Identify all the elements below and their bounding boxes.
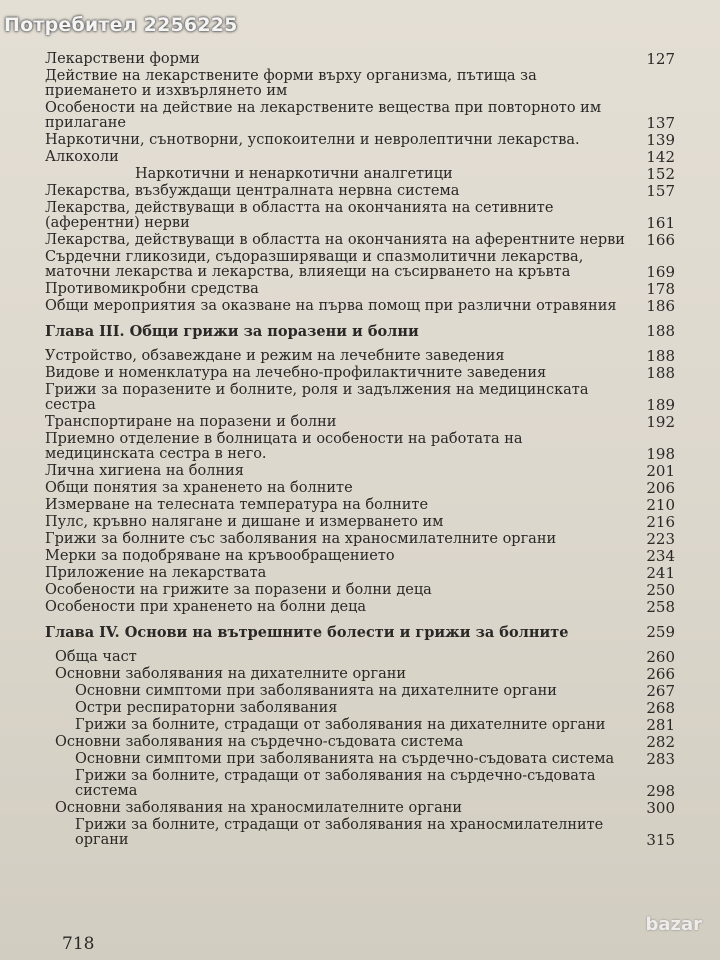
- toc-entry: Пулс, кръвно налягане и дишане и измерването им 216: [45, 513, 675, 531]
- toc-entry: Основни симптоми при заболяванията на сърдечно-съдовата система 283: [75, 750, 675, 768]
- toc-entry: Грижи за болните, страдащи от заболявания на сърдечно-съдовата система 298: [75, 768, 675, 800]
- toc-entry: Приложение на лекарствата 241: [45, 564, 675, 582]
- toc-entry: Остри респираторни заболявания 268: [75, 699, 675, 717]
- toc-entry: Грижи за поразените и болните, роля и задължения на медицинската сестра 189: [45, 382, 675, 414]
- toc-entry: Лекарства, действуващи в областта на окончанията на сетивните (аферентни) нерви 161: [45, 200, 675, 232]
- toc-entry: Приемно отделение в болницата и особености на работата на медицинската сестра в него. 198: [45, 431, 675, 463]
- toc-entry: Транспортиране на поразени и болни 192: [45, 413, 675, 431]
- toc-entry: Мерки за подобряване на кръвообращението 234: [45, 547, 675, 565]
- toc-entry: Особености при храненето на болни деца 258: [45, 598, 675, 616]
- toc-entry: Особености на действие на лекарствените вещества при повторното им прилагане 137: [45, 100, 675, 132]
- seller-watermark: Потребител 2256225: [4, 14, 238, 36]
- toc-entry: Видове и номенклатура на лечебно-профилактичните заведения 188: [45, 364, 675, 382]
- toc-entry: Алкохоли 142: [45, 148, 675, 166]
- chapter-heading: Глава III. Общи грижи за поразени и болни 188: [45, 322, 675, 340]
- toc-entry: Противомикробни средства 178: [45, 280, 675, 298]
- toc-entry: Основни симптоми при заболяванията на дихателните органи 267: [75, 682, 675, 700]
- toc-entry: Наркотични, сънотворни, успокоителни и невролептични лекарства. 139: [45, 131, 675, 149]
- page-number: 718: [62, 934, 95, 954]
- toc-entry: Лекарствени форми 127: [45, 50, 675, 68]
- toc-entry: Обща част 260: [55, 648, 675, 666]
- toc-entry: Действие на лекарствените форми върху организма, пътища за приемането и изхвърлянето им: [45, 68, 537, 99]
- bazar-logo-watermark: bazar: [645, 914, 702, 935]
- toc-entry: Устройство, обзавеждане и режим на лечебните заведения 188: [45, 347, 675, 365]
- toc-entry: Основни заболявания на сърдечно-съдовата система 282: [55, 733, 675, 751]
- toc-entry: Грижи за болните, страдащи от заболявания на храносмилателните органи 315: [75, 817, 675, 849]
- toc-entry: Лекарства, действуващи в областта на окончанията на аферентните нерви 166: [45, 231, 675, 249]
- toc-entry: Лекарства, възбуждащи централната нервна система 157: [45, 182, 675, 200]
- toc-entry: Наркотични и ненаркотични аналгетици 152: [135, 165, 675, 183]
- toc-entry: Особености на грижите за поразени и болни деца 250: [45, 581, 675, 599]
- toc-entry: Лична хигиена на болния 201: [45, 462, 675, 480]
- toc-entry: Основни заболявания на дихателните органи 266: [55, 665, 675, 683]
- toc-entry: Грижи за болните, страдащи от заболявания на дихателните органи 281: [75, 716, 675, 734]
- table-of-contents: [45, 52, 675, 850]
- toc-entry: Грижи за болните със заболявания на храносмилателните органи 223: [45, 530, 675, 548]
- toc-entry: Сърдечни гликозиди, съдоразширяващи и спазмолитични лекарства, маточни лекарства и лекарства, влияещи на съсирването на кръвта 169: [45, 249, 675, 281]
- toc-entry: Общи мероприятия за оказване на първа помощ при различни отравяния 186: [45, 297, 675, 315]
- toc-entry: Общи понятия за храненето на болните 206: [45, 479, 675, 497]
- chapter-heading: Глава IV. Основи на вътрешните болести и грижи за болните 259: [45, 623, 675, 641]
- toc-entry: Основни заболявания на храносмилателните органи 300: [55, 799, 675, 817]
- toc-entry: Измерване на телесната температура на болните 210: [45, 496, 675, 514]
